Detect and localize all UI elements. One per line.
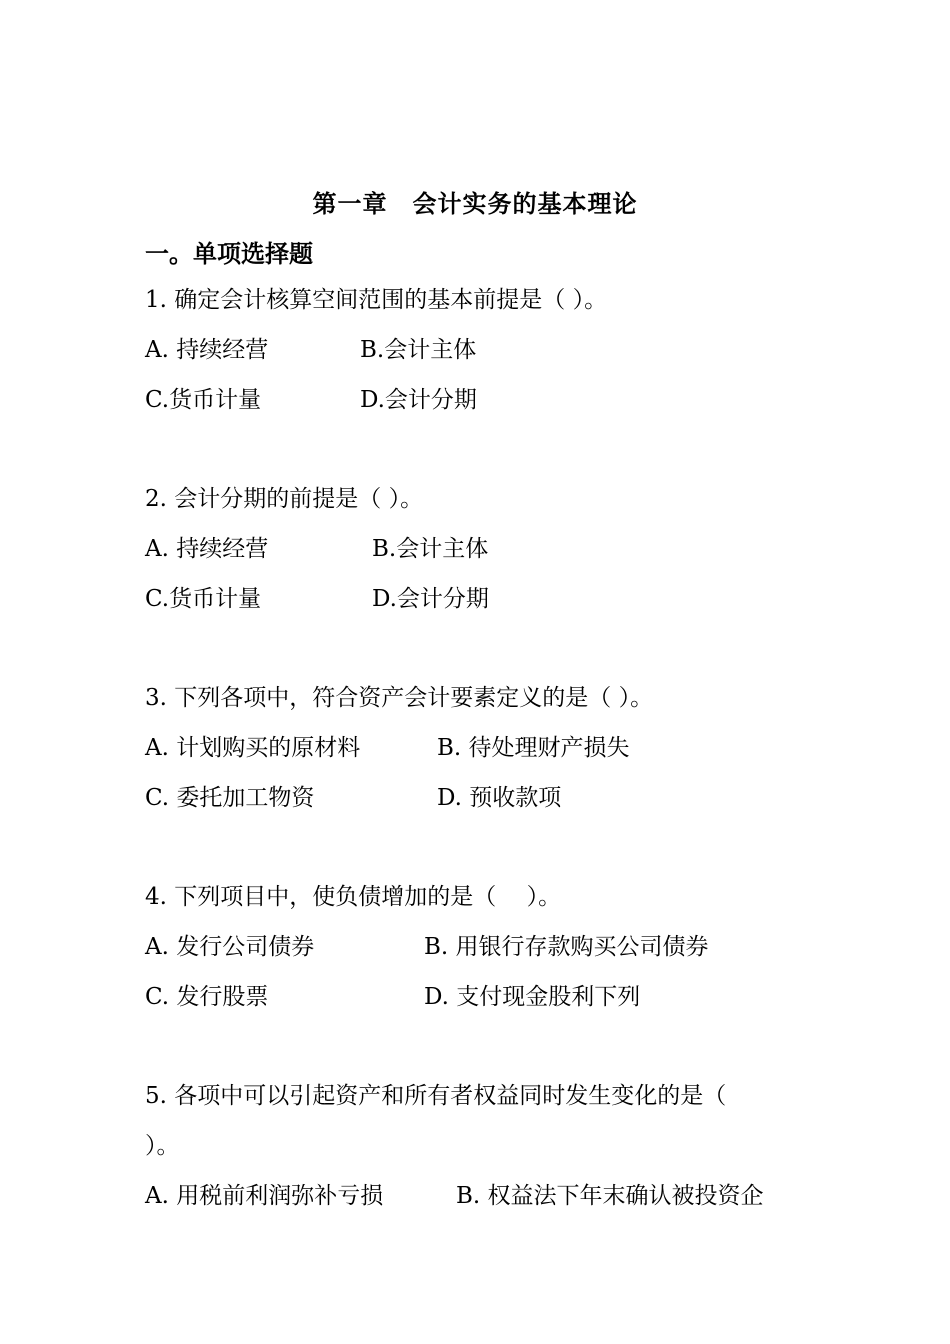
question-3-option-c: C. 委托加工物资 (145, 785, 315, 811)
section-title: 一。单项选择题 (145, 240, 313, 268)
question-5-option-b: B. 权益法下年末确认被投资企 (456, 1183, 764, 1209)
question-4-option-c: C. 发行股票 (145, 984, 269, 1010)
chapter-title: 第一章 会计实务的基本理论 (312, 190, 638, 218)
question-1-option-d: D.会计分期 (360, 387, 477, 413)
question-3-option-b: B. 待处理财产损失 (437, 735, 630, 761)
question-1-option-b: B.会计主体 (360, 337, 477, 363)
question-5-stem-continued: ）。 (145, 1133, 180, 1159)
question-5-option-a: A. 用税前利润弥补亏损 (145, 1183, 384, 1209)
question-3-stem: 3. 下列各项中，符合资产会计要素定义的是（ ）。 (145, 685, 654, 711)
question-2-option-d: D.会计分期 (372, 586, 489, 612)
question-4-stem: 4. 下列项目中，使负债增加的是（ ）。 (145, 884, 562, 910)
question-1-stem: 1. 确定会计核算空间范围的基本前提是（ ）。 (145, 287, 608, 313)
question-4-option-d: D. 支付现金股利下列 (424, 984, 641, 1010)
question-3-option-d: D. 预收款项 (437, 785, 562, 811)
question-4-option-a: A. 发行公司债券 (145, 934, 315, 960)
question-4-option-b: B. 用银行存款购买公司债券 (424, 934, 709, 960)
question-2-option-a: A. 持续经营 (145, 536, 269, 562)
question-2-option-c: C.货币计量 (145, 586, 262, 612)
question-5-stem: 5. 各项中可以引起资产和所有者权益同时发生变化的是（ (145, 1083, 727, 1109)
question-2-option-b: B.会计主体 (372, 536, 489, 562)
question-2-stem: 2. 会计分期的前提是（ ）。 (145, 486, 424, 512)
question-1-option-a: A. 持续经营 (145, 337, 269, 363)
question-3-option-a: A. 计划购买的原材料 (145, 735, 361, 761)
question-1-option-c: C.货币计量 (145, 387, 262, 413)
